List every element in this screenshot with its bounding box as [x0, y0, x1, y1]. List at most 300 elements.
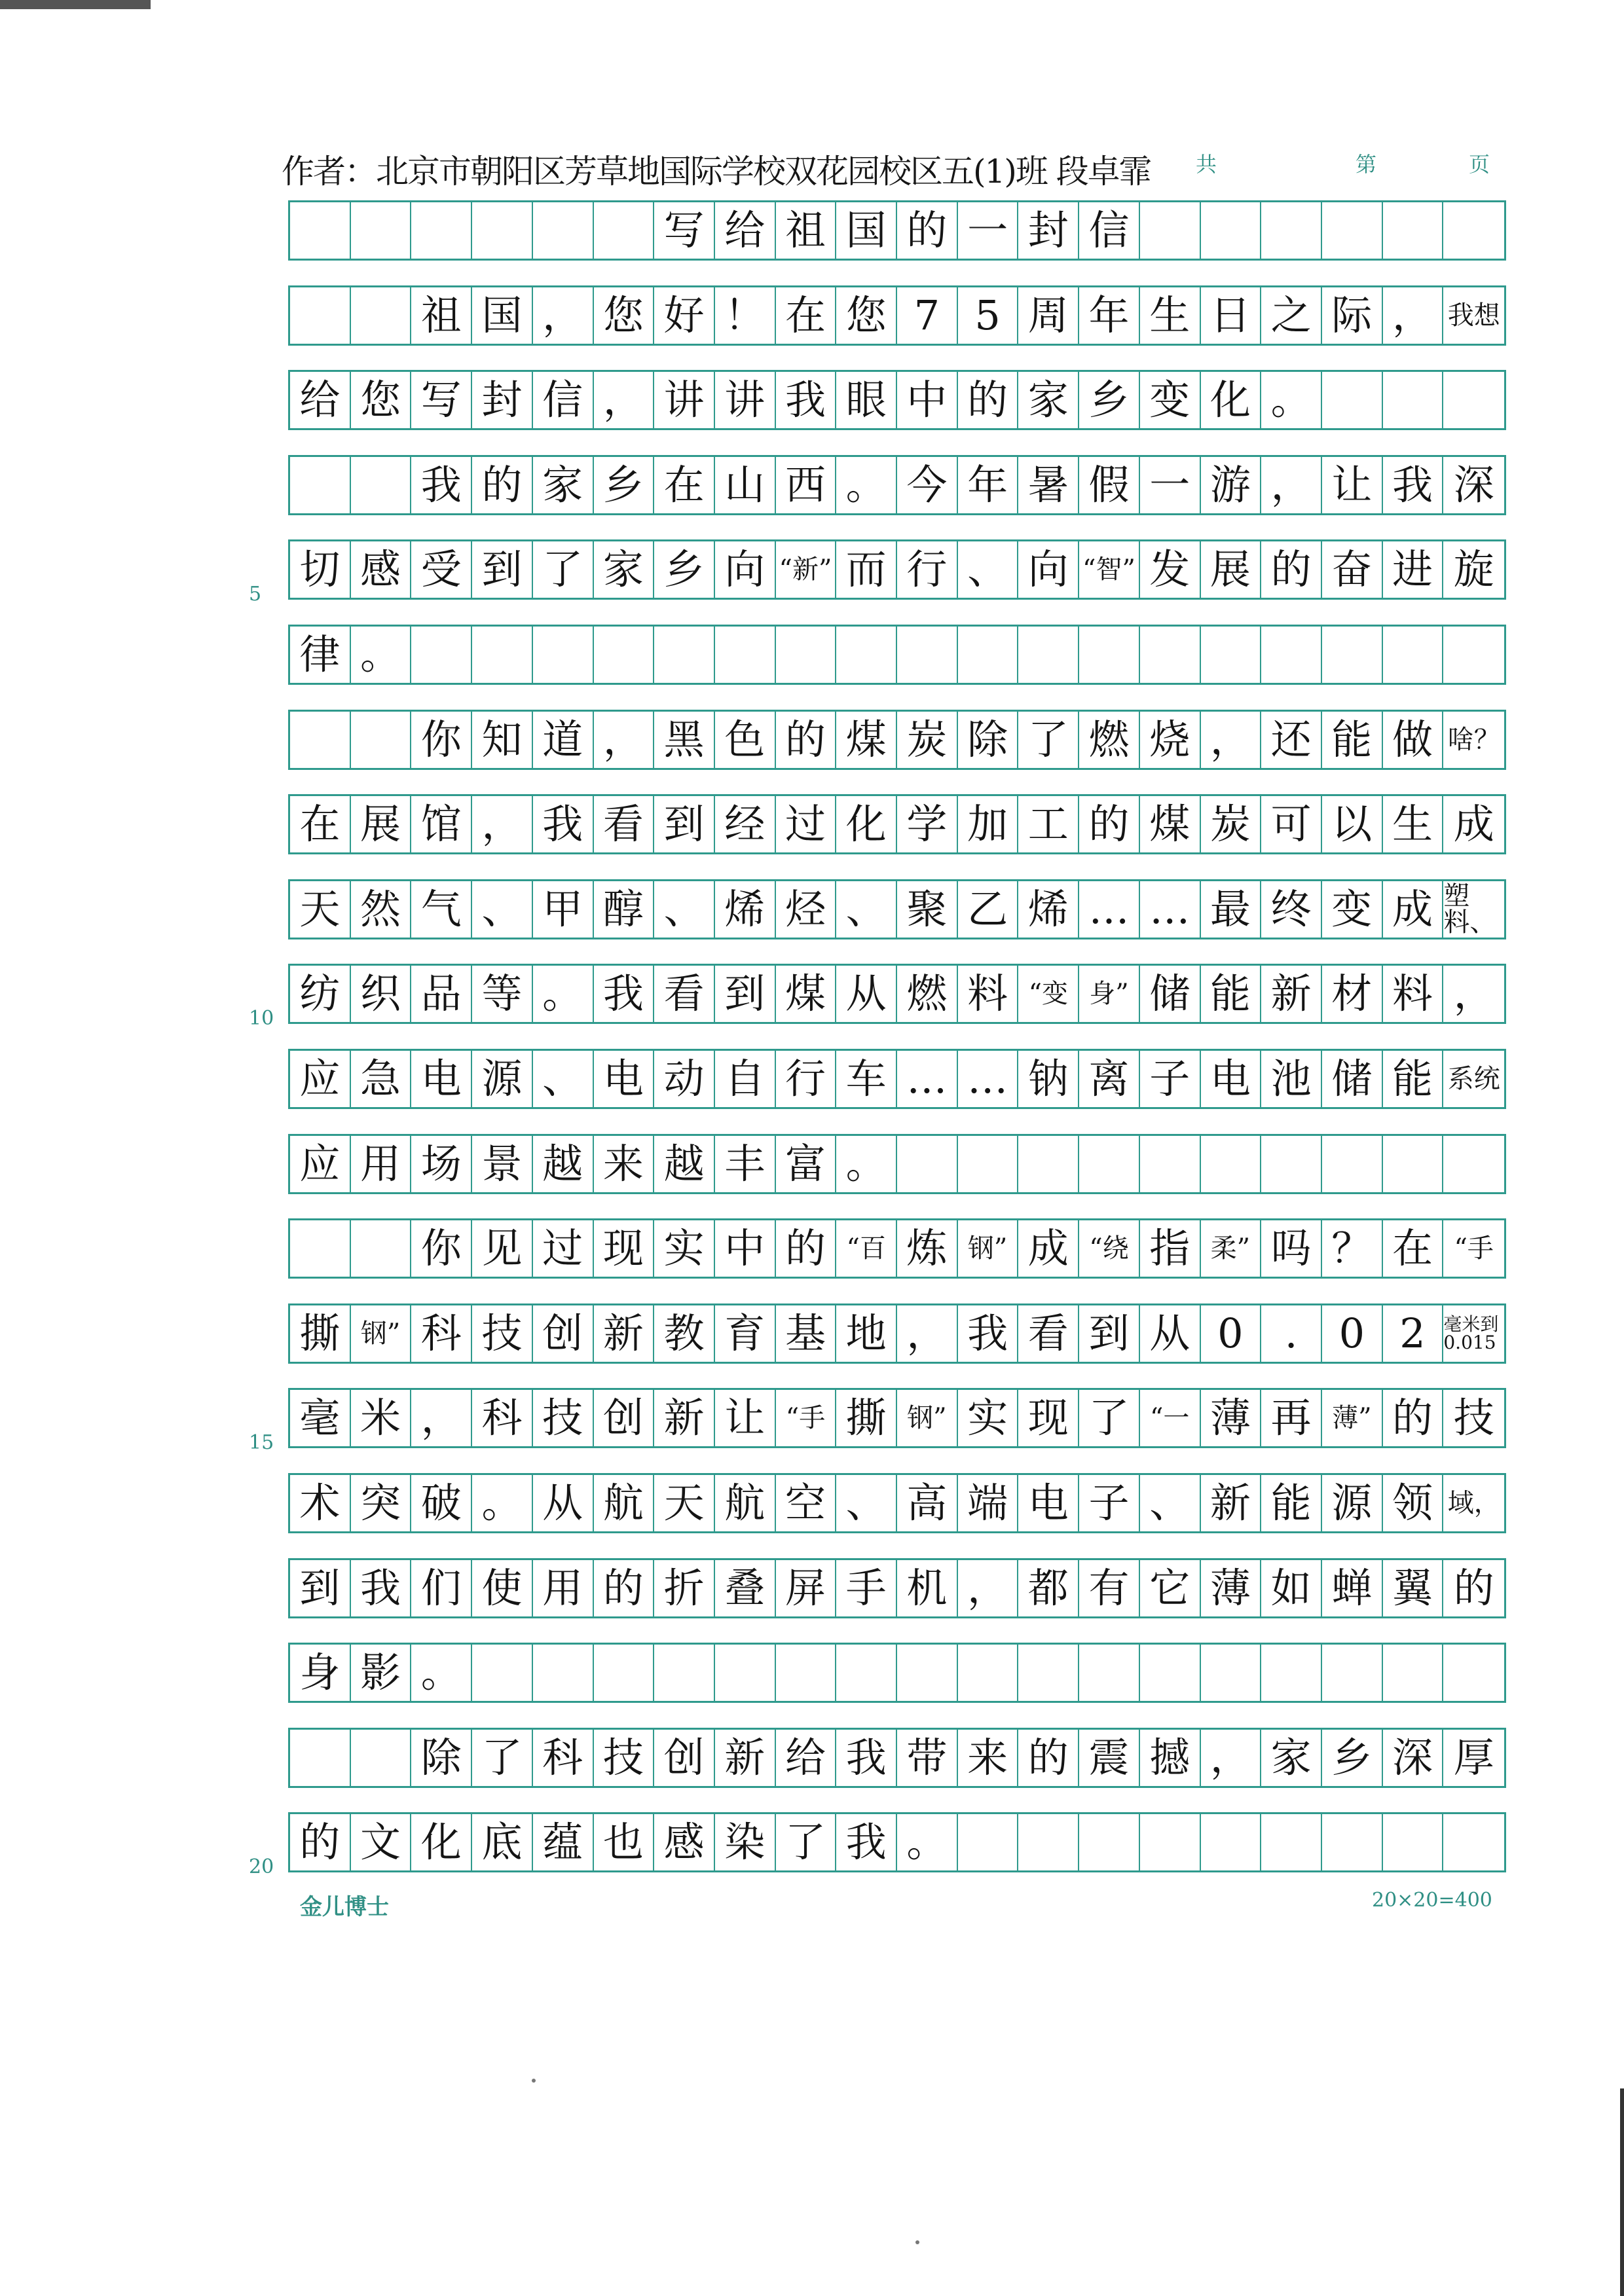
grid-cell: 信	[533, 372, 594, 428]
grid-cell: “手	[1454, 1233, 1494, 1264]
grid-cell: 自	[715, 1051, 776, 1107]
grid-cell: 天	[654, 1475, 715, 1531]
grid-cell	[533, 627, 594, 683]
scan-speck	[532, 2079, 536, 2083]
grid-cell: ，	[411, 1390, 472, 1446]
grid-cell: 、	[1140, 1475, 1201, 1531]
grid-cell: 机	[897, 1560, 958, 1616]
grid-cell: 成	[1383, 881, 1444, 938]
grid-cell: 过	[776, 796, 837, 852]
grid-row	[288, 1049, 1506, 1109]
grid-cell: 域，	[1447, 1488, 1500, 1518]
grid-row	[288, 1218, 1506, 1279]
grid-cell: 进	[1383, 541, 1444, 598]
grid-cell	[1261, 1136, 1322, 1192]
grid-cell: 翼	[1383, 1560, 1444, 1616]
grid-cell	[1443, 1814, 1504, 1870]
grid-cell: 钠	[1018, 1051, 1079, 1107]
grid-cell: 撼	[1140, 1730, 1201, 1786]
paper-brand: 金儿博士	[300, 1894, 389, 1920]
grid-cell: 它	[1140, 1560, 1201, 1616]
grid-cell	[351, 1220, 412, 1277]
grid-cell: 0	[1201, 1305, 1262, 1362]
grid-cell: 感	[654, 1814, 715, 1870]
grid-cell: ，	[472, 796, 533, 852]
grid-cell: 的	[472, 457, 533, 513]
grid-cell: ，	[1201, 712, 1262, 768]
grid-cell: 我	[594, 966, 655, 1022]
grid-cell	[836, 627, 897, 683]
grid-cell: 育	[715, 1305, 776, 1362]
grid-cell	[715, 627, 776, 683]
grid-cell: 丰	[715, 1136, 776, 1192]
grid-cell	[958, 1814, 1019, 1870]
grid-cell: 从	[533, 1475, 594, 1531]
grid-cell: 钢”	[958, 1220, 1019, 1277]
grid-cell	[1201, 1136, 1262, 1192]
grid-cell: 、	[533, 1051, 594, 1107]
grid-row	[288, 879, 1506, 939]
grid-cell	[1383, 1814, 1444, 1870]
grid-cell: 中	[715, 1220, 776, 1277]
grid-cell: 、	[836, 1475, 897, 1531]
grid-cell: 等	[472, 966, 533, 1022]
grid-cell	[1322, 372, 1383, 428]
grid-cell: 给	[776, 1730, 837, 1786]
page-total-label: 共	[1196, 152, 1217, 177]
grid-cell	[958, 627, 1019, 683]
grid-cell: 技	[594, 1730, 655, 1786]
grid-cell: 一	[1140, 457, 1201, 513]
grid-cell: 震	[1079, 1730, 1140, 1786]
grid-cell: 空	[776, 1475, 837, 1531]
grid-cell: 技	[1453, 1394, 1494, 1442]
grid-cell: 知	[472, 712, 533, 768]
grid-cell: 越	[533, 1136, 594, 1192]
grid-cell: ？	[1322, 1220, 1383, 1277]
grid-row	[288, 1134, 1506, 1194]
grid-cell	[290, 1220, 351, 1277]
grid-cell	[1201, 202, 1262, 259]
grid-cell: 有	[1079, 1560, 1140, 1616]
grid-cell: 领	[1383, 1475, 1444, 1531]
line-number-20: 20	[249, 1855, 274, 1878]
grid-cell: 了	[1079, 1390, 1140, 1446]
grid-cell: 可	[1261, 796, 1322, 852]
grid-cell: 富	[776, 1136, 837, 1192]
grid-cell: 我想	[1447, 301, 1500, 331]
grid-cell: 。	[836, 1136, 897, 1192]
grid-cell: 山	[715, 457, 776, 513]
grid-cell: 文	[351, 1814, 412, 1870]
grid-cell: 2	[1383, 1305, 1444, 1362]
grid-cell: 聚	[897, 881, 958, 938]
grid-cell: 除	[958, 712, 1019, 768]
grid-cell: 过	[533, 1220, 594, 1277]
grid-cell	[351, 202, 412, 259]
grid-cell	[1383, 372, 1444, 428]
grid-cell: 新	[715, 1730, 776, 1786]
grid-cell: 烯	[715, 881, 776, 938]
grid-cell: 啥？	[1447, 725, 1500, 755]
grid-cell: 到	[472, 541, 533, 598]
grid-cell: 家	[1018, 372, 1079, 428]
grid-cell: 米	[351, 1390, 412, 1446]
grid-cell: “变	[1018, 966, 1079, 1022]
grid-cell: 7	[897, 287, 958, 344]
grid-cell: 薄	[1201, 1390, 1262, 1446]
grid-cell: 家	[1261, 1730, 1322, 1786]
grid-cell: 日	[1201, 287, 1262, 344]
scan-speck	[915, 2240, 919, 2244]
page-number-label: 第	[1356, 152, 1377, 177]
grid-cell: 动	[654, 1051, 715, 1107]
grid-cell: 看	[594, 796, 655, 852]
grid-cell: 身	[290, 1645, 351, 1701]
grid-cell: 子	[1079, 1475, 1140, 1531]
grid-cell: 储	[1140, 966, 1201, 1022]
grid-cell: 你	[411, 712, 472, 768]
grid-cell: 变	[1322, 881, 1383, 938]
grid-cell: 受	[411, 541, 472, 598]
grid-cell: “百	[836, 1220, 897, 1277]
grid-cell: 突	[351, 1475, 412, 1531]
grid-cell	[594, 1645, 655, 1701]
grid-cell: 教	[654, 1305, 715, 1362]
grid-row	[288, 200, 1506, 261]
grid-cell: 给	[290, 372, 351, 428]
grid-cell: 成	[1453, 800, 1494, 848]
grid-cell: 染	[715, 1814, 776, 1870]
grid-cell: 成	[1018, 1220, 1079, 1277]
grid-cell	[472, 1645, 533, 1701]
grid-cell: 也	[594, 1814, 655, 1870]
grid-cell: 使	[472, 1560, 533, 1616]
grid-cell: 毫	[290, 1390, 351, 1446]
grid-cell: 暑	[1018, 457, 1079, 513]
grid-cell: 到	[654, 796, 715, 852]
grid-cell: 用	[351, 1136, 412, 1192]
grid-cell: 塑料、	[1443, 881, 1496, 938]
grid-cell	[1261, 1645, 1322, 1701]
grid-cell: 乡	[654, 541, 715, 598]
grid-cell	[351, 712, 412, 768]
grid-cell	[1383, 1136, 1444, 1192]
grid-cell: 感	[351, 541, 412, 598]
grid-cell	[1322, 1645, 1383, 1701]
grid-cell: 能	[1322, 712, 1383, 768]
grid-cell: ，	[1201, 1730, 1262, 1786]
grid-cell	[351, 457, 412, 513]
grid-cell: 术	[290, 1475, 351, 1531]
grid-cell: 电	[594, 1051, 655, 1107]
grid-cell	[1322, 1814, 1383, 1870]
grid-cell: 我	[958, 1305, 1019, 1362]
grid-cell: 家	[594, 541, 655, 598]
scan-edge-top	[0, 0, 151, 9]
page-unit-label: 页	[1469, 152, 1490, 177]
grid-cell: 料	[1383, 966, 1444, 1022]
grid-cell: 从	[1140, 1305, 1201, 1362]
grid-cell: 端	[958, 1475, 1019, 1531]
grid-cell: 、	[654, 881, 715, 938]
grid-cell: 纺	[290, 966, 351, 1022]
grid-cell: 乡	[1322, 1730, 1383, 1786]
grid-cell: 眼	[836, 372, 897, 428]
grid-cell: 乙	[958, 881, 1019, 938]
grid-cell: 看	[1018, 1305, 1079, 1362]
grid-cell: ，	[897, 1305, 958, 1362]
grid-cell: 到	[715, 966, 776, 1022]
grid-cell	[1079, 627, 1140, 683]
grid-cell: 源	[1322, 1475, 1383, 1531]
grid-cell: ，	[958, 1560, 1019, 1616]
grid-cell: 烃	[776, 881, 837, 938]
grid-cell: 创	[654, 1730, 715, 1786]
grid-cell: 中	[897, 372, 958, 428]
grid-cell	[654, 627, 715, 683]
grid-cell: 织	[351, 966, 412, 1022]
grid-cell: 屏	[776, 1560, 837, 1616]
grid-cell: 的	[776, 1220, 837, 1277]
grid-cell: 航	[594, 1475, 655, 1531]
grid-cell	[594, 627, 655, 683]
grid-cell: 的	[1018, 1730, 1079, 1786]
grid-cell: 我	[836, 1730, 897, 1786]
grid-cell: 我	[533, 796, 594, 852]
grid-cell	[290, 1730, 351, 1786]
grid-cell: 国	[836, 202, 897, 259]
grid-cell: 烧	[1140, 712, 1201, 768]
grid-cell: 变	[1140, 372, 1201, 428]
grid-cell	[958, 1645, 1019, 1701]
line-number-10: 10	[249, 1007, 274, 1030]
grid-cell: “手	[776, 1390, 837, 1446]
grid-cell: 您	[594, 287, 655, 344]
grid-cell	[897, 627, 958, 683]
grid-cell: 场	[411, 1136, 472, 1192]
grid-cell: 能	[1261, 1475, 1322, 1531]
grid-cell: 到	[1079, 1305, 1140, 1362]
grid-cell: 今	[897, 457, 958, 513]
grid-cell: 池	[1261, 1051, 1322, 1107]
grid-cell: 煤	[776, 966, 837, 1022]
grid-cell: 技	[533, 1390, 594, 1446]
grid-cell: 的	[1079, 796, 1140, 852]
grid-cell: 电	[1201, 1051, 1262, 1107]
grid-cell: 、	[836, 881, 897, 938]
grid-cell	[1018, 627, 1079, 683]
grid-cell: 你	[411, 1220, 472, 1277]
grid-cell: 煤	[1140, 796, 1201, 852]
grid-cell: 薄	[1201, 1560, 1262, 1616]
grid-cell: 炭	[897, 712, 958, 768]
grid-cell: 来	[594, 1136, 655, 1192]
grid-cell	[1383, 1645, 1444, 1701]
grid-cell: 在	[1383, 1220, 1444, 1277]
grid-cell: 年	[1079, 287, 1140, 344]
grid-cell: 的	[1261, 541, 1322, 598]
grid-row	[288, 1473, 1506, 1533]
grid-cell: 我	[1383, 457, 1444, 513]
grid-cell: 撕	[836, 1390, 897, 1446]
grid-cell: 学	[897, 796, 958, 852]
grid-cell: 的	[1453, 1564, 1494, 1612]
grid-cell	[472, 202, 533, 259]
grid-cell: 深	[1383, 1730, 1444, 1786]
grid-cell: …	[897, 1051, 958, 1107]
grid-cell	[1018, 1814, 1079, 1870]
grid-cell: 应	[290, 1136, 351, 1192]
grid-cell: 5	[958, 287, 1019, 344]
grid-cell: 信	[1079, 202, 1140, 259]
grid-cell: 看	[654, 966, 715, 1022]
grid-cell: 、	[472, 881, 533, 938]
scan-edge-right	[1620, 2088, 1624, 2296]
grid-cell: 行	[897, 541, 958, 598]
grid-cell: 了	[472, 1730, 533, 1786]
grid-cell	[776, 1645, 837, 1701]
grid-cell: 化	[836, 796, 897, 852]
grid-cell: 。	[411, 1645, 472, 1701]
grid-cell: 让	[1322, 457, 1383, 513]
grid-cell: 现	[1018, 1390, 1079, 1446]
grid-cell	[1140, 1136, 1201, 1192]
grid-cell	[836, 1645, 897, 1701]
grid-cell: 一	[958, 202, 1019, 259]
grid-cell: 我	[776, 372, 837, 428]
grid-cell: ！	[715, 287, 776, 344]
grid-cell	[1261, 202, 1322, 259]
grid-cell: 然	[351, 881, 412, 938]
grid-cell: 现	[594, 1220, 655, 1277]
grid-cell	[1261, 627, 1322, 683]
grid-cell: 新	[594, 1305, 655, 1362]
grid-cell: 讲	[654, 372, 715, 428]
grid-cell: 新	[1201, 1475, 1262, 1531]
grid-cell: 品	[411, 966, 472, 1022]
grid-cell: 。	[351, 627, 412, 683]
grid-cell: “一	[1140, 1390, 1201, 1446]
grid-cell: 我	[411, 457, 472, 513]
grid-cell: 在	[654, 457, 715, 513]
grid-cell: 向	[1018, 541, 1079, 598]
grid-row	[288, 285, 1506, 346]
grid-cell: 储	[1322, 1051, 1383, 1107]
grid-cell: 材	[1322, 966, 1383, 1022]
grid-cell: 黑	[654, 712, 715, 768]
grid-cell: …	[958, 1051, 1019, 1107]
grid-cell: 吗	[1261, 1220, 1322, 1277]
grid-cell	[290, 202, 351, 259]
grid-cell: 电	[411, 1051, 472, 1107]
grid-row	[288, 1643, 1506, 1703]
line-number-15: 15	[249, 1431, 274, 1454]
grid-cell: 燃	[1079, 712, 1140, 768]
grid-row	[288, 710, 1506, 770]
grid-cell: 科	[411, 1305, 472, 1362]
grid-cell	[897, 1136, 958, 1192]
grid-cell: 发	[1140, 541, 1201, 598]
grid-cell: 年	[958, 457, 1019, 513]
grid-cell: 。	[836, 457, 897, 513]
grid-cell: 我	[836, 1814, 897, 1870]
grid-cell: 最	[1201, 881, 1262, 938]
grid-cell: 乡	[594, 457, 655, 513]
grid-cell: 。	[1261, 372, 1322, 428]
grid-cell: 祖	[411, 287, 472, 344]
grid-cell: 展	[351, 796, 412, 852]
grid-cell: 底	[472, 1814, 533, 1870]
grid-cell: 奋	[1322, 541, 1383, 598]
grid-cell: 钢”	[897, 1390, 958, 1446]
grid-cell	[715, 1645, 776, 1701]
grid-cell: 之	[1261, 287, 1322, 344]
grid-cell	[351, 287, 412, 344]
grid-cell: 向	[715, 541, 776, 598]
grid-cell: 航	[715, 1475, 776, 1531]
grid-cell	[1443, 372, 1504, 428]
grid-cell: 生	[1140, 287, 1201, 344]
grid-cell: 技	[472, 1305, 533, 1362]
grid-cell: 料	[958, 966, 1019, 1022]
grid-cell: 您	[836, 287, 897, 344]
grid-cell	[1443, 1136, 1504, 1192]
grid-cell: 而	[836, 541, 897, 598]
grid-cell: 生	[1383, 796, 1444, 852]
grid-cell	[533, 1645, 594, 1701]
grid-cell: ，	[1261, 457, 1322, 513]
grid-cell: 还	[1261, 712, 1322, 768]
grid-cell: 炭	[1201, 796, 1262, 852]
grid-cell: 实	[654, 1220, 715, 1277]
grid-cell	[1383, 627, 1444, 683]
author-line: 作者：北京市朝阳区芳草地国际学校双花园校区五(1)班 段卓霏	[282, 153, 1151, 191]
grid-cell: 破	[411, 1475, 472, 1531]
grid-cell: 让	[715, 1390, 776, 1446]
grid-row	[288, 1303, 1506, 1364]
grid-cell: ，	[533, 287, 594, 344]
grid-cell: 都	[1018, 1560, 1079, 1616]
grid-cell	[1322, 627, 1383, 683]
grid-row	[288, 1388, 1506, 1448]
grid-cell: 深	[1453, 461, 1494, 509]
grid-cell: 来	[958, 1730, 1019, 1786]
grid-cell: 带	[897, 1730, 958, 1786]
grid-cell: 见	[472, 1220, 533, 1277]
grid-cell: ，	[1383, 287, 1444, 344]
grid-cell	[1079, 1136, 1140, 1192]
grid-cell: 天	[290, 881, 351, 938]
grid-cell: 的	[958, 372, 1019, 428]
grid-row	[288, 539, 1506, 600]
grid-cell	[1201, 1814, 1262, 1870]
grid-cell: 终	[1261, 881, 1322, 938]
grid-cell: 蕴	[533, 1814, 594, 1870]
grid-row	[288, 370, 1506, 430]
grid-spec: 20×20=400	[1372, 1889, 1492, 1912]
grid-cell: 景	[472, 1136, 533, 1192]
grid-cell: 用	[533, 1560, 594, 1616]
grid-cell: 再	[1261, 1390, 1322, 1446]
grid-cell: 甲	[533, 881, 594, 938]
grid-cell: 厚	[1453, 1734, 1494, 1781]
grid-cell: 车	[836, 1051, 897, 1107]
grid-row	[288, 1558, 1506, 1618]
grid-cell: 了	[1018, 712, 1079, 768]
grid-cell	[1261, 1814, 1322, 1870]
grid-cell: 越	[654, 1136, 715, 1192]
